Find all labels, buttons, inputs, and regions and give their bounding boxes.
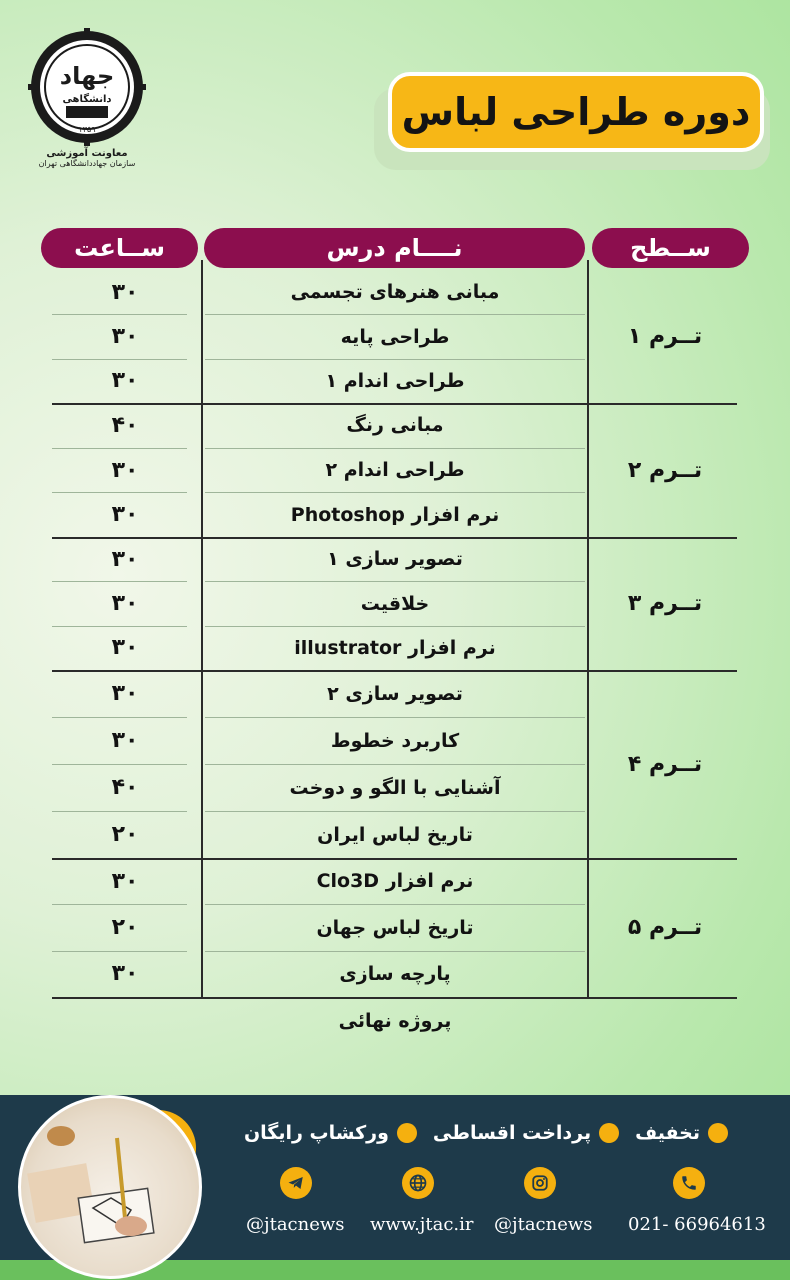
term-label: تــرم ۳ xyxy=(627,591,703,616)
instagram-icon[interactable] xyxy=(524,1167,556,1199)
contact-instagram[interactable]: @jtacnews xyxy=(494,1214,593,1235)
header-hours: ســاعت xyxy=(41,228,198,268)
row-divider xyxy=(52,492,187,493)
course-name: نرم افزار illustrator xyxy=(294,636,496,659)
feature-label: پرداخت اقساطی xyxy=(432,1122,592,1144)
course-name: نرم افزار Clo3D xyxy=(316,870,474,893)
course-name: طراحی اندام ۱ xyxy=(325,369,465,392)
row-divider xyxy=(205,904,585,905)
logo-main-text: جهاد xyxy=(59,62,115,90)
logo-sub-text: دانشگاهی xyxy=(62,94,112,105)
table-bottom-line xyxy=(52,997,737,999)
fashion-sketch-photo xyxy=(18,1095,202,1279)
course-name: آشنایی با الگو و دوخت xyxy=(289,776,501,799)
course-hours: ۳۰ xyxy=(111,635,139,661)
course-name: پارچه سازی xyxy=(339,962,451,985)
contact-telegram[interactable]: @jtacnews xyxy=(246,1214,345,1235)
course-hours: ۳۰ xyxy=(111,502,139,528)
table-divider-left xyxy=(201,260,203,997)
row-divider xyxy=(52,951,187,952)
course-hours: ۳۰ xyxy=(111,591,139,616)
row-divider xyxy=(205,581,585,582)
course-name: مبانی رنگ xyxy=(346,414,444,437)
course-hours: ۳۰ xyxy=(111,457,139,483)
course-hours: ۳۰ xyxy=(111,368,139,394)
term-divider xyxy=(52,403,737,405)
contact-phone[interactable]: 021- 66964613 xyxy=(628,1214,766,1235)
row-divider xyxy=(52,626,187,627)
course-name: تاریخ لباس ایران xyxy=(317,823,473,846)
row-divider xyxy=(52,811,187,812)
bullet-dot-icon xyxy=(397,1123,417,1143)
row-divider xyxy=(205,492,585,493)
final-project: پروژه نهائی xyxy=(338,1010,452,1032)
course-hours: ۲۰ xyxy=(111,915,139,940)
contact-website[interactable]: www.jtac.ir xyxy=(370,1214,474,1235)
row-divider xyxy=(52,359,187,360)
course-hours: ۳۰ xyxy=(111,279,139,305)
course-hours: ۳۰ xyxy=(111,546,139,572)
header-course-name: نــــام درس xyxy=(204,228,585,268)
term-label: تــرم ۵ xyxy=(627,915,703,940)
row-divider xyxy=(52,904,187,905)
row-divider xyxy=(205,448,585,449)
feature-free-workshop xyxy=(244,1122,417,1144)
term-label: تــرم ۲ xyxy=(627,457,703,483)
term-divider xyxy=(52,670,737,672)
table-divider-right xyxy=(587,260,589,997)
row-divider xyxy=(205,811,585,812)
row-divider xyxy=(52,448,187,449)
course-name: کاربرد خطوط xyxy=(330,729,460,752)
feature-label: تخفیف xyxy=(635,1122,700,1144)
features-row xyxy=(244,1122,728,1144)
feature-discount xyxy=(635,1122,728,1144)
term-divider xyxy=(52,858,737,860)
course-hours: ۳۰ xyxy=(111,728,139,753)
row-divider xyxy=(205,764,585,765)
row-divider xyxy=(205,359,585,360)
course-hours: ۴۰ xyxy=(111,775,139,800)
row-divider xyxy=(205,951,585,952)
logo-caption-line2: سازمان جهاددانشگاهی تهران xyxy=(38,159,136,168)
course-hours: ۳۰ xyxy=(111,324,139,349)
course-hours: ۳۰ xyxy=(111,868,139,894)
course-name: طراحی اندام ۲ xyxy=(325,459,465,481)
course-hours: ۳۰ xyxy=(111,681,139,706)
course-hours: ۳۰ xyxy=(111,961,139,987)
logo-year: ۱۳۵۹ xyxy=(78,125,96,134)
logo-caption-line1: معاونت آموزشی xyxy=(46,148,128,159)
term-divider xyxy=(52,537,737,539)
course-name: خلاقیت xyxy=(360,592,430,615)
header-level: ســطح xyxy=(592,228,749,268)
term-label: تــرم ۴ xyxy=(627,751,703,777)
telegram-icon[interactable] xyxy=(280,1167,312,1199)
phone-icon[interactable] xyxy=(673,1167,705,1199)
row-divider xyxy=(205,717,585,718)
course-name: مبانی هنرهای تجسمی xyxy=(290,281,500,304)
row-divider xyxy=(52,764,187,765)
course-name: تاریخ لباس جهان xyxy=(316,916,474,939)
globe-icon[interactable] xyxy=(402,1167,434,1199)
course-name: طراحی پایه xyxy=(340,325,450,348)
course-name: تصویر سازی ۲ xyxy=(327,682,463,705)
row-divider xyxy=(52,314,187,315)
row-divider xyxy=(52,717,187,718)
course-name: نرم افزار Photoshop xyxy=(290,503,500,526)
row-divider xyxy=(205,626,585,627)
feature-label: ورکشاپ رایگان xyxy=(243,1122,389,1144)
term-label: تــرم ۱ xyxy=(627,324,703,349)
course-name: تصویر سازی ۱ xyxy=(327,548,463,571)
row-divider xyxy=(52,581,187,582)
feature-installments xyxy=(433,1122,619,1144)
bullet-dot-icon xyxy=(599,1123,619,1143)
page-title: دوره طراحی لباس xyxy=(388,72,764,152)
course-hours: ۲۰ xyxy=(111,822,139,847)
logo-emblem-icon xyxy=(28,28,146,146)
jahad-logo xyxy=(22,28,152,188)
course-hours: ۴۰ xyxy=(111,412,139,438)
row-divider xyxy=(205,314,585,315)
bullet-dot-icon xyxy=(708,1123,728,1143)
